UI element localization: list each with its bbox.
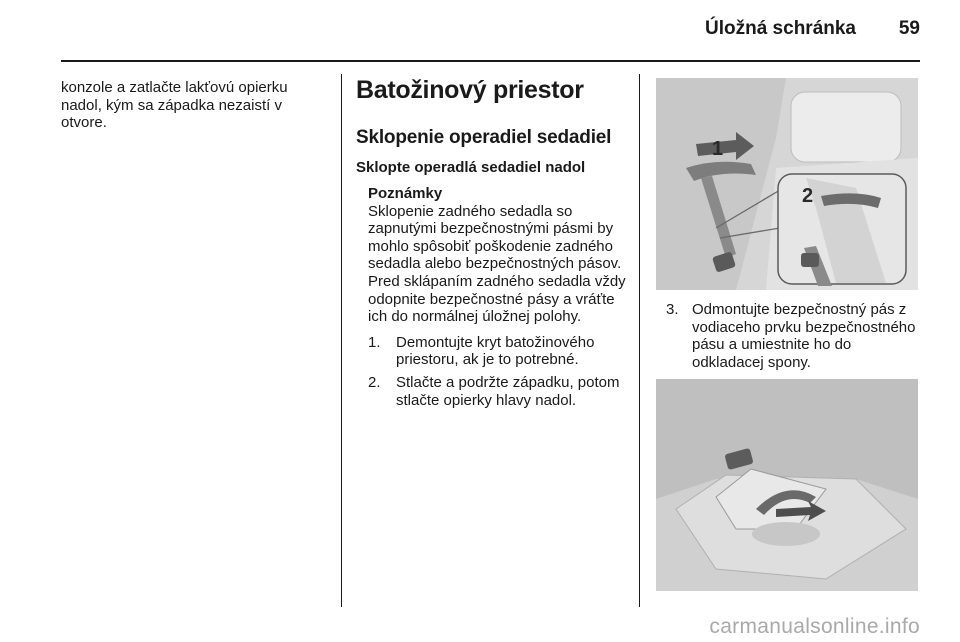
step-number: 1. [368, 333, 381, 351]
column-3 [656, 78, 922, 591]
callout-1: 1 [712, 138, 724, 160]
step-text: Stlačte a podržte západku, potom stlačte opierky hlavy nadol. [396, 373, 620, 409]
seatbelt-illustration-svg [656, 78, 918, 290]
step-number: 2. [368, 373, 381, 391]
subsub-heading: Sklopte operadlá sedadiel nadol [356, 159, 586, 176]
callout-2: 2 [802, 185, 814, 207]
column-divider-left [341, 74, 342, 607]
steps-list [356, 334, 632, 409]
column-2 [356, 75, 632, 414]
step-number: 3. [666, 301, 679, 318]
step-item [368, 334, 632, 369]
step-text: Odmontujte bezpečnostný pás z vodiaceho prvku bezpečnostného pásu a umiestnite ho do odkladacej spony. [692, 301, 916, 371]
armrest-illustration [656, 379, 918, 591]
header-rule [61, 60, 920, 62]
watermark: carmanualsonline.info [709, 615, 920, 638]
page-number: 59 [898, 18, 920, 39]
note-block [368, 185, 632, 326]
page-header-title: Úložná schránka [705, 18, 856, 39]
column-divider-right [639, 74, 640, 607]
step-item [666, 301, 922, 371]
step-text: Demontujte kryt batožinového priestoru, ak je to potrebné. [396, 333, 595, 369]
note-title: Poznámky [368, 185, 443, 202]
armrest-illustration-svg [656, 379, 918, 591]
section-heading: Batožinový priestor [356, 76, 584, 104]
column-1-text: konzole a zatlačte lakťovú opierku nadol, kým sa západka nezaistí v otvore. [61, 79, 288, 131]
step-item [368, 374, 632, 409]
sub-heading: Sklopenie operadiel sedadiel [356, 127, 612, 148]
seatbelt-illustration [656, 78, 918, 290]
note-text: Sklopenie zadného sedadla so zapnutými bezpečnostnými pásmi by mohlo spôsobiť poškodenie zadného sedadla alebo bezpečnostných pásov. Pred sklápaním zadného sedadla vždy odopnite bezpečnostné pásy a vráťte ich do normálnej úložnej polohy. [368, 202, 626, 326]
